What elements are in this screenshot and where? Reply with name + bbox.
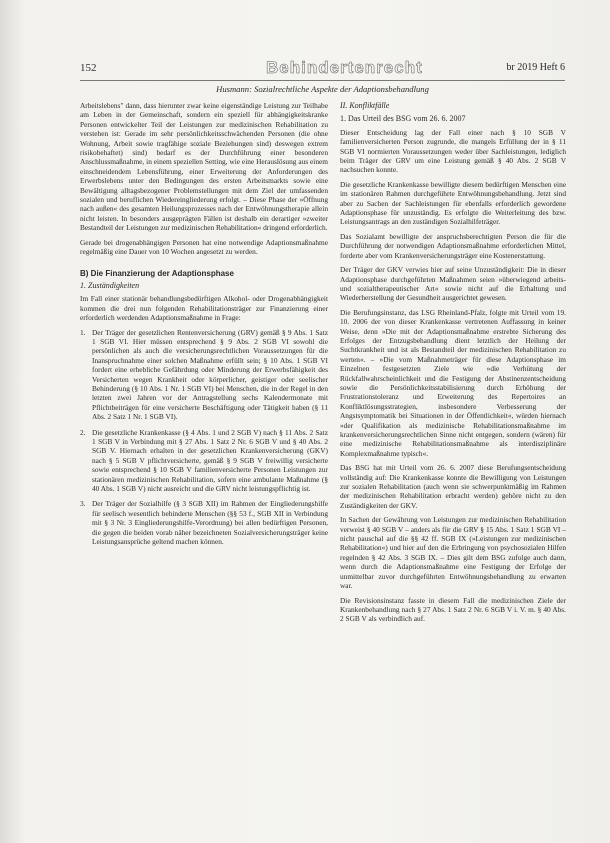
section-heading: B) Die Finanzierung der Adaptionsphase bbox=[80, 268, 234, 278]
list-number: 3. bbox=[80, 499, 86, 509]
page-header bbox=[80, 60, 565, 81]
list-number: 1. bbox=[80, 327, 86, 337]
list-item bbox=[80, 328, 328, 422]
running-title: Husmann: Sozialrechtliche Aspekte der Adaptionsbehandlung bbox=[216, 84, 429, 94]
left-column bbox=[80, 101, 328, 552]
right-column bbox=[340, 101, 566, 629]
paragraph: Gerade bei drogenabhängigen Personen hat eine notwendige Adaptionsmaßnahme regelmäßig eine Dauer von 10 Wochen angesetzt zu werden. bbox=[80, 237, 328, 257]
list-number: 2. bbox=[80, 427, 86, 437]
subsection-heading: 1. Das Urteil des BSG vom 26. 6. 2007 bbox=[340, 114, 466, 124]
page-number: 152 bbox=[80, 62, 97, 74]
list-item bbox=[80, 499, 328, 546]
paragraph: Das Sozialamt bewilligte der anspruchsberechtigten Person die für die Durchführung der notwendigen Adaptionsmaßnahme erforderlichen Mittel, forderte aber vom Krankenversicherungsträger eine Kostenerstattung. bbox=[340, 231, 566, 260]
subsection-heading: 1. Zuständigkeiten bbox=[80, 280, 140, 290]
list-text: Der Träger der gesetzlichen Rentenversicherung (GRV) gemäß § 9 Abs. 1 Satz 1 SGB VI. Hier müssen entsprechend § 9 Abs. 2 SGB VI sowohl die persönlichen als auch die versicherungsrechtlichen Voraussetzungen für die Inanspruchnahme einer solchen Maßnahme erfüllt sein; § 10 Abs. 1 SGB VI fordert eine erhebliche Gefährdung oder Minderung der Erwerbsfähigkeit des Versicherten wegen Krankheit oder körperlicher, geistiger oder seelischer Behinderung (§ 10 Abs. 1 Nr. 1 SGB VI) bei Menschen, die in der Regel in den letzten zwei Jahren vor der Antragstellung sechs Kalendermonate mit Pflichtbeiträgen für eine versicherte Beschäftigung oder Tätigkeit haben (§ 11 Abs. 2 Satz 1 Nr. 1 SGB VI). bbox=[92, 327, 328, 422]
paragraph: Im Fall einer stationär behandlungsbedürftigen Alkohol- oder Drogenabhängigkeit kommen die drei nun folgenden Rehabilitationsträger zur Finanzierung einer erforderlich werdenden Adaptionsmaßnahme in Frage: bbox=[80, 294, 328, 323]
paragraph: Das BSG hat mit Urteil vom 26. 6. 2007 diese Berufungsentscheidung vollständig auf: Die Krankenkasse konnte die Bewilligung von Leistungen zur sozialen Rehabilitation (auch wenn sie schwerpunktmäßig im Rahmen der medizinischen Rehabilitation erbracht werden) gehöre nicht zu den Zuständigkeiten der GKV. bbox=[340, 463, 566, 510]
paragraph: Die gesetzliche Krankenkasse bewilligte diesem bedürftigen Menschen eine im stationären Rahmen durchgeführte Entwöhnungsbehandlung. Jetzt sind aber zu Sachen der Sachleistungen für ebenfalls erforderlich gewordene Adaptionsphase für unzuständig. Es erfolgte die Weiterleitung des bzw. Leistungsantrags an den zuständigen Sozialhilfeträger. bbox=[340, 179, 566, 227]
list-text: Die gesetzliche Krankenkasse (§ 4 Abs. 1 und 2 SGB V) nach § 11 Abs. 2 Satz 1 SGB V in Verbindung mit § 27 Abs. 1 Satz 2 Nr. 6 SGB V und § 40 Abs. 2 SGB V. Hiernach erhalten in der gesetzlichen Krankenversicherung (GKV) nach § 5 SGB V pflichtversicherte, gemäß § 9 SGB V freiwillig versicherte sowie entsprechend § 10 SGB V familienversicherte Personen Leistungen zur stationären medizinischen Rehabilitation, sofern eine ambulante Maßnahme (§ 40 Abs. 1 SGB V) nicht ausreicht und die GRV nicht leistungspflichtig ist. bbox=[92, 427, 328, 494]
journal-title: Behindertenrecht bbox=[266, 58, 423, 77]
paragraph: In Sachen der Gewährung von Leistungen zur medizinischen Rehabilitation verweist § 40 SGB V – anders als für die GRV § 15 Abs. 1 Satz 1 SGB VI – nicht pauschal auf die §§ 42 ff. SGB IX (»Leistungen zur medizinischen Rehabilitation«) und hier auf den die Erbringung von psychosozialen Hilfen regelnden § 42 Abs. 3 SGB IX. – Dies gilt dem BSG zufolge auch dann, wenn durch die Adaptionsmaßnahme eine Festigung der Erfolge der unmittelbar zuvor durchgeführten Entwöhnungsbehandlung zu erwarten war. bbox=[340, 515, 566, 591]
list-item bbox=[80, 428, 328, 494]
paragraph: Die Berufungsinstanz, das LSG Rheinland-Pfalz, folgte mit Urteil vom 19. 10. 2006 der von dieser Krankenkasse vertretenen Auffassung in keiner Weise, denn »Die mit der Adaptionsmaßnahme erstrebte Sicherung des Erfolges der Entzugsbehandlung dient letztlich der Heilung der Suchtkrankheit und ist als Bestandteil der medizinischen Rehabilitation zu werten«. – »Die vom Maßnahmeträger für diese Adaptionsphase im Einzelnen festgesetzten Ziele wie »die Verhütung der Rückfallwahrscheinlichkeit und die Festigung der Abstinenzentscheidung sowie die Persönlichkeitsstabilisierung durch Erhöhung der Frustrationstoleranz und Erweiterung des Repertoires an Konfliktlösungsstrategien, insbesondere Verbesserung der Angstsymptomatik bei Situationen in der Öffentlichkeit«, würden hiernach »der Qualifikation als medizinische Rehabilitationsmaßnahme im krankenversicherungsrechtlichen Sinne nicht entgegen, sondern (wären) für eine medizinische Rehabilitationsmaßnahme als interdisziplinäre Komplexmaßnahme typisch«. bbox=[340, 307, 566, 458]
paragraph: Die Revisionsinstanz fasste in diesem Fall die medizinischen Ziele der Krankenbehandlung nach § 27 Abs. 1 Satz 2 Nr. 6 SGB V i. V. m. § 40 Abs. 2 SGB V als verbindlich auf. bbox=[340, 595, 566, 624]
section-heading: II. Konfliktfälle bbox=[340, 101, 390, 110]
list-text: Der Träger der Sozialhilfe (§ 3 SGB XII) im Rahmen der Eingliederungshilfe für seelisch wesentlich behinderte Menschen (§§ 53 f., SGB XII in Verbindung mit § 3 Nr. 3 Eingliederungshilfe-Verordnung) bei allen bedürftigen Personen, die gegen die beiden vorab näher bezeichneten Sozialversicherungsträger keine Leistungsansprüche geltend machen können. bbox=[92, 499, 328, 547]
numbered-list bbox=[80, 328, 328, 547]
issue-label: br 2019 Heft 6 bbox=[506, 62, 565, 73]
paragraph: Arbeitslebens" dann, dass hierunter zwar keine eigenständige Leistung zur Teilhabe am Leben in der Gemeinschaft, sondern ein speziell für abhängigkeitskranke Personen entwickelter Teil der Leistungen zur medizinischen Rehabilitation zu verstehen ist: Gerade im sehr persönlichkeitsschwächenden Personen (die ohne Wohnung, Arbeit sowie tragfähige soziale Beziehungen sind) deswegen extrem risikobehaftet) sind) bedarf es der Durchführung einer besonderen Anschlussmaßnahme, in einem speziellen Setting, wie eine Herauslösung aus einem einschneidendem Lebensführung, einer Erweiterung der Anforderungen des Erwerbslebens unter den Bedingungen des ersten Arbeitsmarkts sowie eine Bewältigung alltagsbezogener Problemstellungen mit dem Ziel der umfassenden sozialen und beruflichen Wiedereingliederung erfolgt. – Diese Phase der »Öffnung nach außen« des gesamten Heilungsprozesses nach der Entwöhnungstherapie allein nicht leisten. In besonders ausgeprägten Fällen ist deshalb ein derartiger »zweiter Bestandteil der Leistungen zur medizinischen Rehabilitation« dringend erforderlich. bbox=[80, 101, 328, 233]
paragraph: Der Träger der GKV verwies hier auf seine Unzuständigkeit: Die in dieser Adaptionsphase durchgeführten Maßnahmen seien »überwiegend arbeits- und sozialtherapeutischer Art« sowie nicht auf die Erhaltung und Wiederherstellung der Gesundheit ausgerichtet gewesen. bbox=[340, 265, 566, 303]
paragraph: Dieser Entscheidung lag der Fall einer nach § 10 SGB V familienversicherten Person zugrunde, die mangels Erfüllung der in § 11 SGB VI normierten Voraussetzungen weder über Sachleistungen, lediglich beim Träger der GRV um eine Leistung gemäß § 40 Abs. 2 SGB V nachsuchen konnte. bbox=[340, 127, 566, 175]
